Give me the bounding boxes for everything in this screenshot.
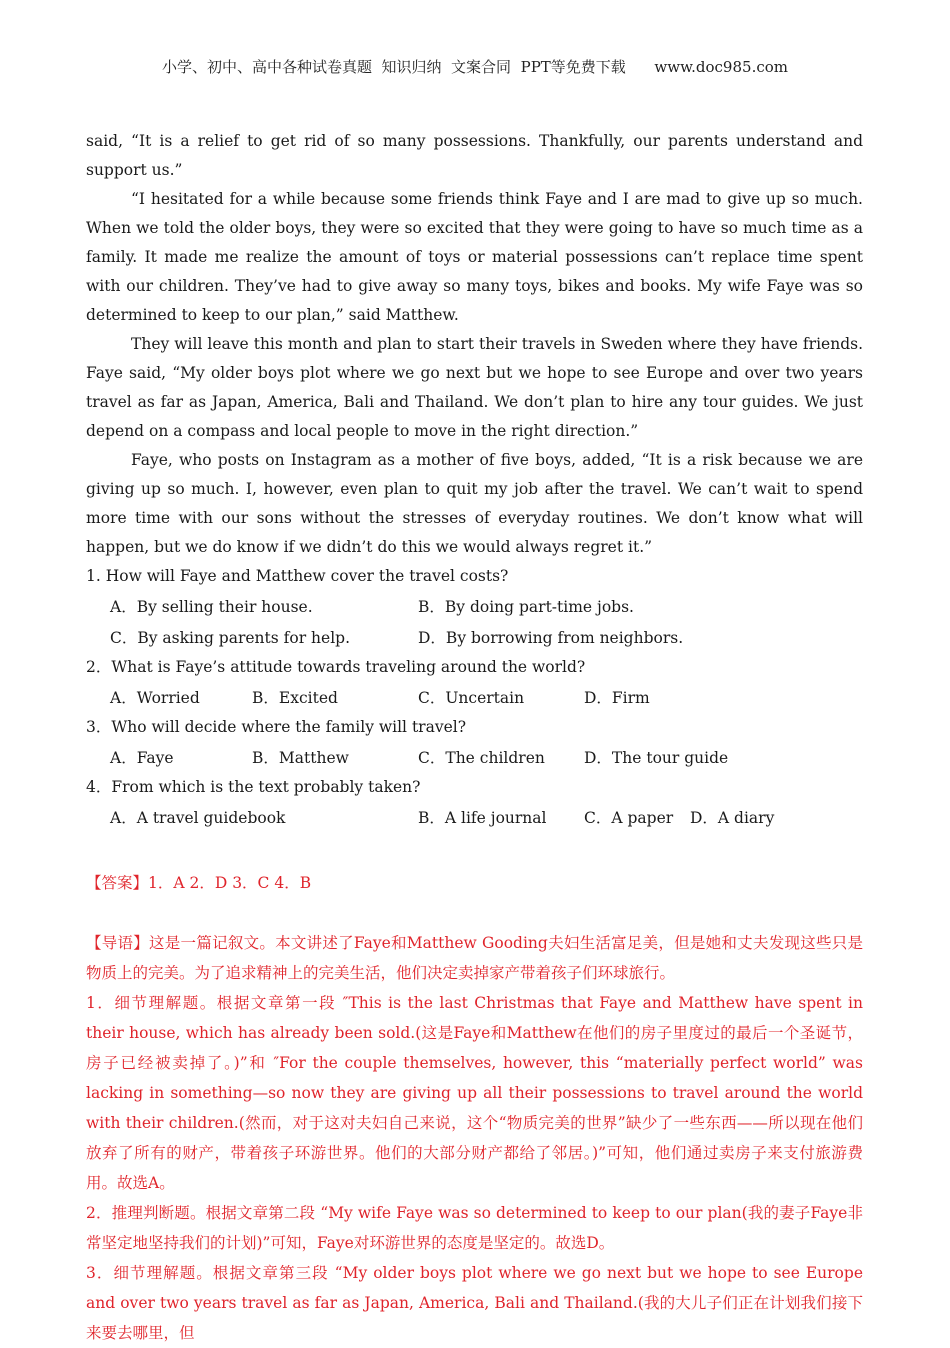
analysis-intro: 【导语】这是一篇记叙文。本文讲述了Faye和Matthew Gooding夫妇生活富足美，但是她和丈夫发现这些只是物质上的完美。为了追求精神上的完美生活，他们决定卖掉家产带着孩子们环球旅行。 xyxy=(86,934,863,982)
passage-paragraph-2: “I hesitated for a while because some friends think Faye and I are mad to give up so much. When we told the older boys, they were so excited that they were going to have so much time as a family. It made me realize the amount of toys or material possessions can’t replace time spent with our children. They’ve had to give away so many toys, bikes and books. My wife Faye was so determined to keep to our plan,” said Matthew. xyxy=(86,190,863,324)
question-2-options xyxy=(86,682,863,713)
question-3-options xyxy=(86,742,863,773)
question-4: 4．From which is the text probably taken? xyxy=(86,778,421,796)
q2-option-c: C．Uncertain xyxy=(418,689,525,707)
question-3: 3．Who will decide where the family will travel? xyxy=(86,718,467,736)
question-1: 1. How will Faye and Matthew cover the travel costs? xyxy=(86,567,509,585)
q1-option-c: C．By asking parents for help. xyxy=(110,629,351,647)
analysis-question-2: 2．推理判断题。根据文章第二段 “My wife Faye was so determined to keep to our plan(我的妻子Faye非常坚定地坚持我们的计划)”可知，Faye对环游世界的态度是坚定的。故选D。 xyxy=(86,1204,863,1252)
q3-option-b: B．Matthew xyxy=(252,749,349,767)
q1-option-b: B．By doing part-time jobs. xyxy=(418,598,634,616)
page-header: 小学、初中、高中各种试卷真题 知识归纳 文案合同 PPT等免费下载 www.doc985.com xyxy=(161,58,788,76)
question-1-options-row-2 xyxy=(86,622,863,653)
question-2: 2．What is Faye’s attitude towards traveling around the world? xyxy=(86,658,586,676)
analysis-question-1: 1．细节理解题。根据文章第一段 ″This is the last Christmas that Faye and Matthew have spent in their house, which has already been sold.(这是Faye和Matthew在他们的房子里度过的最后一个圣诞节，房子已经被卖掉了。)”和 ″For the couple themselves, however, this “materially perfect world” was lacking in something—so now they are giving up all their possessions to travel around the world with their children.(然而，对于这对夫妇自己来说，这个“物质完美的世界”缺少了一些东西——所以现在他们放弃了所有的财产，带着孩子环游世界。他们的大部分财产都给了邻居。)”可知，他们通过卖房子来支付旅游费用。故选A。 xyxy=(86,994,863,1192)
q1-option-a: A．By selling their house. xyxy=(110,598,313,616)
q2-option-a: A．Worried xyxy=(110,689,200,707)
q4-option-b: B．A life journal xyxy=(418,809,547,827)
q1-option-d: D．By borrowing from neighbors. xyxy=(418,629,684,647)
passage-paragraph-3: They will leave this month and plan to start their travels in Sweden where they have friends. Faye said, “My older boys plot where we go next but we hope to see Europe and over two years travel as far as Japan, America, Bali and Thailand. We don’t plan to hire any tour guides. We just depend on a compass and local people to move in the right direction.” xyxy=(86,335,863,440)
answer-key: 【答案】1．A 2．D 3．C 4．B xyxy=(86,874,312,892)
analysis-question-3: 3．细节理解题。根据文章第三段 “My older boys plot where we go next but we hope to see Europe and over two years travel as far as Japan, America, Bali and Thailand.(我的大儿子们正在计划我们接下来要去哪里，但 xyxy=(86,1264,863,1342)
q4-option-c: C．A paper xyxy=(584,809,674,827)
passage-paragraph-1: said, “It is a relief to get rid of so many possessions. Thankfully, our parents understand and support us.” xyxy=(86,132,863,179)
question-4-options xyxy=(86,802,863,833)
q4-option-a: A．A travel guidebook xyxy=(110,809,286,827)
q3-option-a: A．Faye xyxy=(110,749,174,767)
q4-option-d: D．A diary xyxy=(690,809,775,827)
document-body xyxy=(86,127,863,1348)
q2-option-b: B．Excited xyxy=(252,689,338,707)
analysis-section xyxy=(86,928,863,1348)
q2-option-d: D．Firm xyxy=(584,689,650,707)
passage-paragraph-4: Faye, who posts on Instagram as a mother of five boys, added, “It is a risk because we are giving up so much. I, however, even plan to quit my job after the travel. We can’t wait to spend more time with our sons without the stresses of everyday routines. We don’t know what will happen, but we do know if we didn’t do this we would always regret it.” xyxy=(86,451,863,556)
q3-option-c: C．The children xyxy=(418,749,545,767)
q3-option-d: D．The tour guide xyxy=(584,749,729,767)
question-1-options-row-1 xyxy=(86,591,863,622)
